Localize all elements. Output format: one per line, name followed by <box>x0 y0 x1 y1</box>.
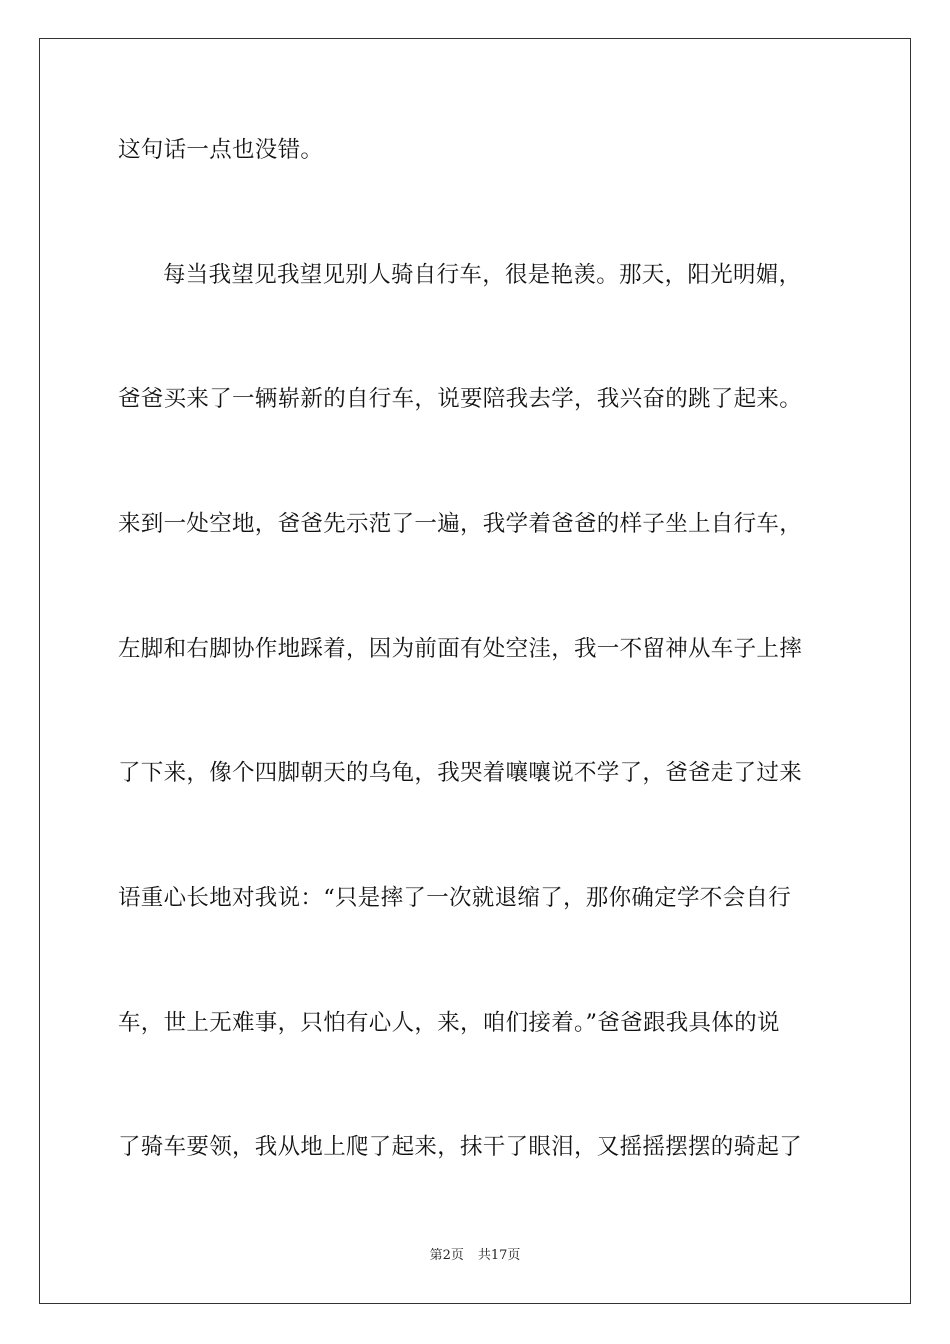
body-text-line: 了下来，像个四脚朝天的乌龟，我哭着嚷嚷说不学了，爸爸走了过来 <box>118 760 803 786</box>
page-footer <box>0 1247 950 1265</box>
body-text-line: 语重心长地对我说：“只是摔了一次就退缩了，那你确定学不会自行 <box>118 885 792 911</box>
body-text-line: 了骑车要领，我从地上爬了起来，抹干了眼泪，又摇摇摆摆的骑起了 <box>118 1134 803 1160</box>
page-number: 第2页 <box>429 1248 464 1263</box>
body-text-line: 左脚和右脚协作地踩着，因为前面有处空洼，我一不留神从车子上摔 <box>118 636 803 662</box>
body-text-line: 这句话一点也没错。 <box>118 137 324 163</box>
page-border <box>39 38 911 1304</box>
body-text-line: 每当我望见我望见别人骑自行车，很是艳羡。那天，阳光明媚， <box>163 262 802 288</box>
body-text-line: 爸爸买来了一辆崭新的自行车，说要陪我去学，我兴奋的跳了起来。 <box>118 386 803 412</box>
page-total: 共17页 <box>477 1248 521 1263</box>
body-text-line: 车，世上无难事，只怕有心人，来，咱们接着。”爸爸跟我具体的说 <box>118 1010 780 1036</box>
body-text-line: 来到一处空地，爸爸先示范了一遍，我学着爸爸的样子坐上自行车， <box>118 511 803 537</box>
